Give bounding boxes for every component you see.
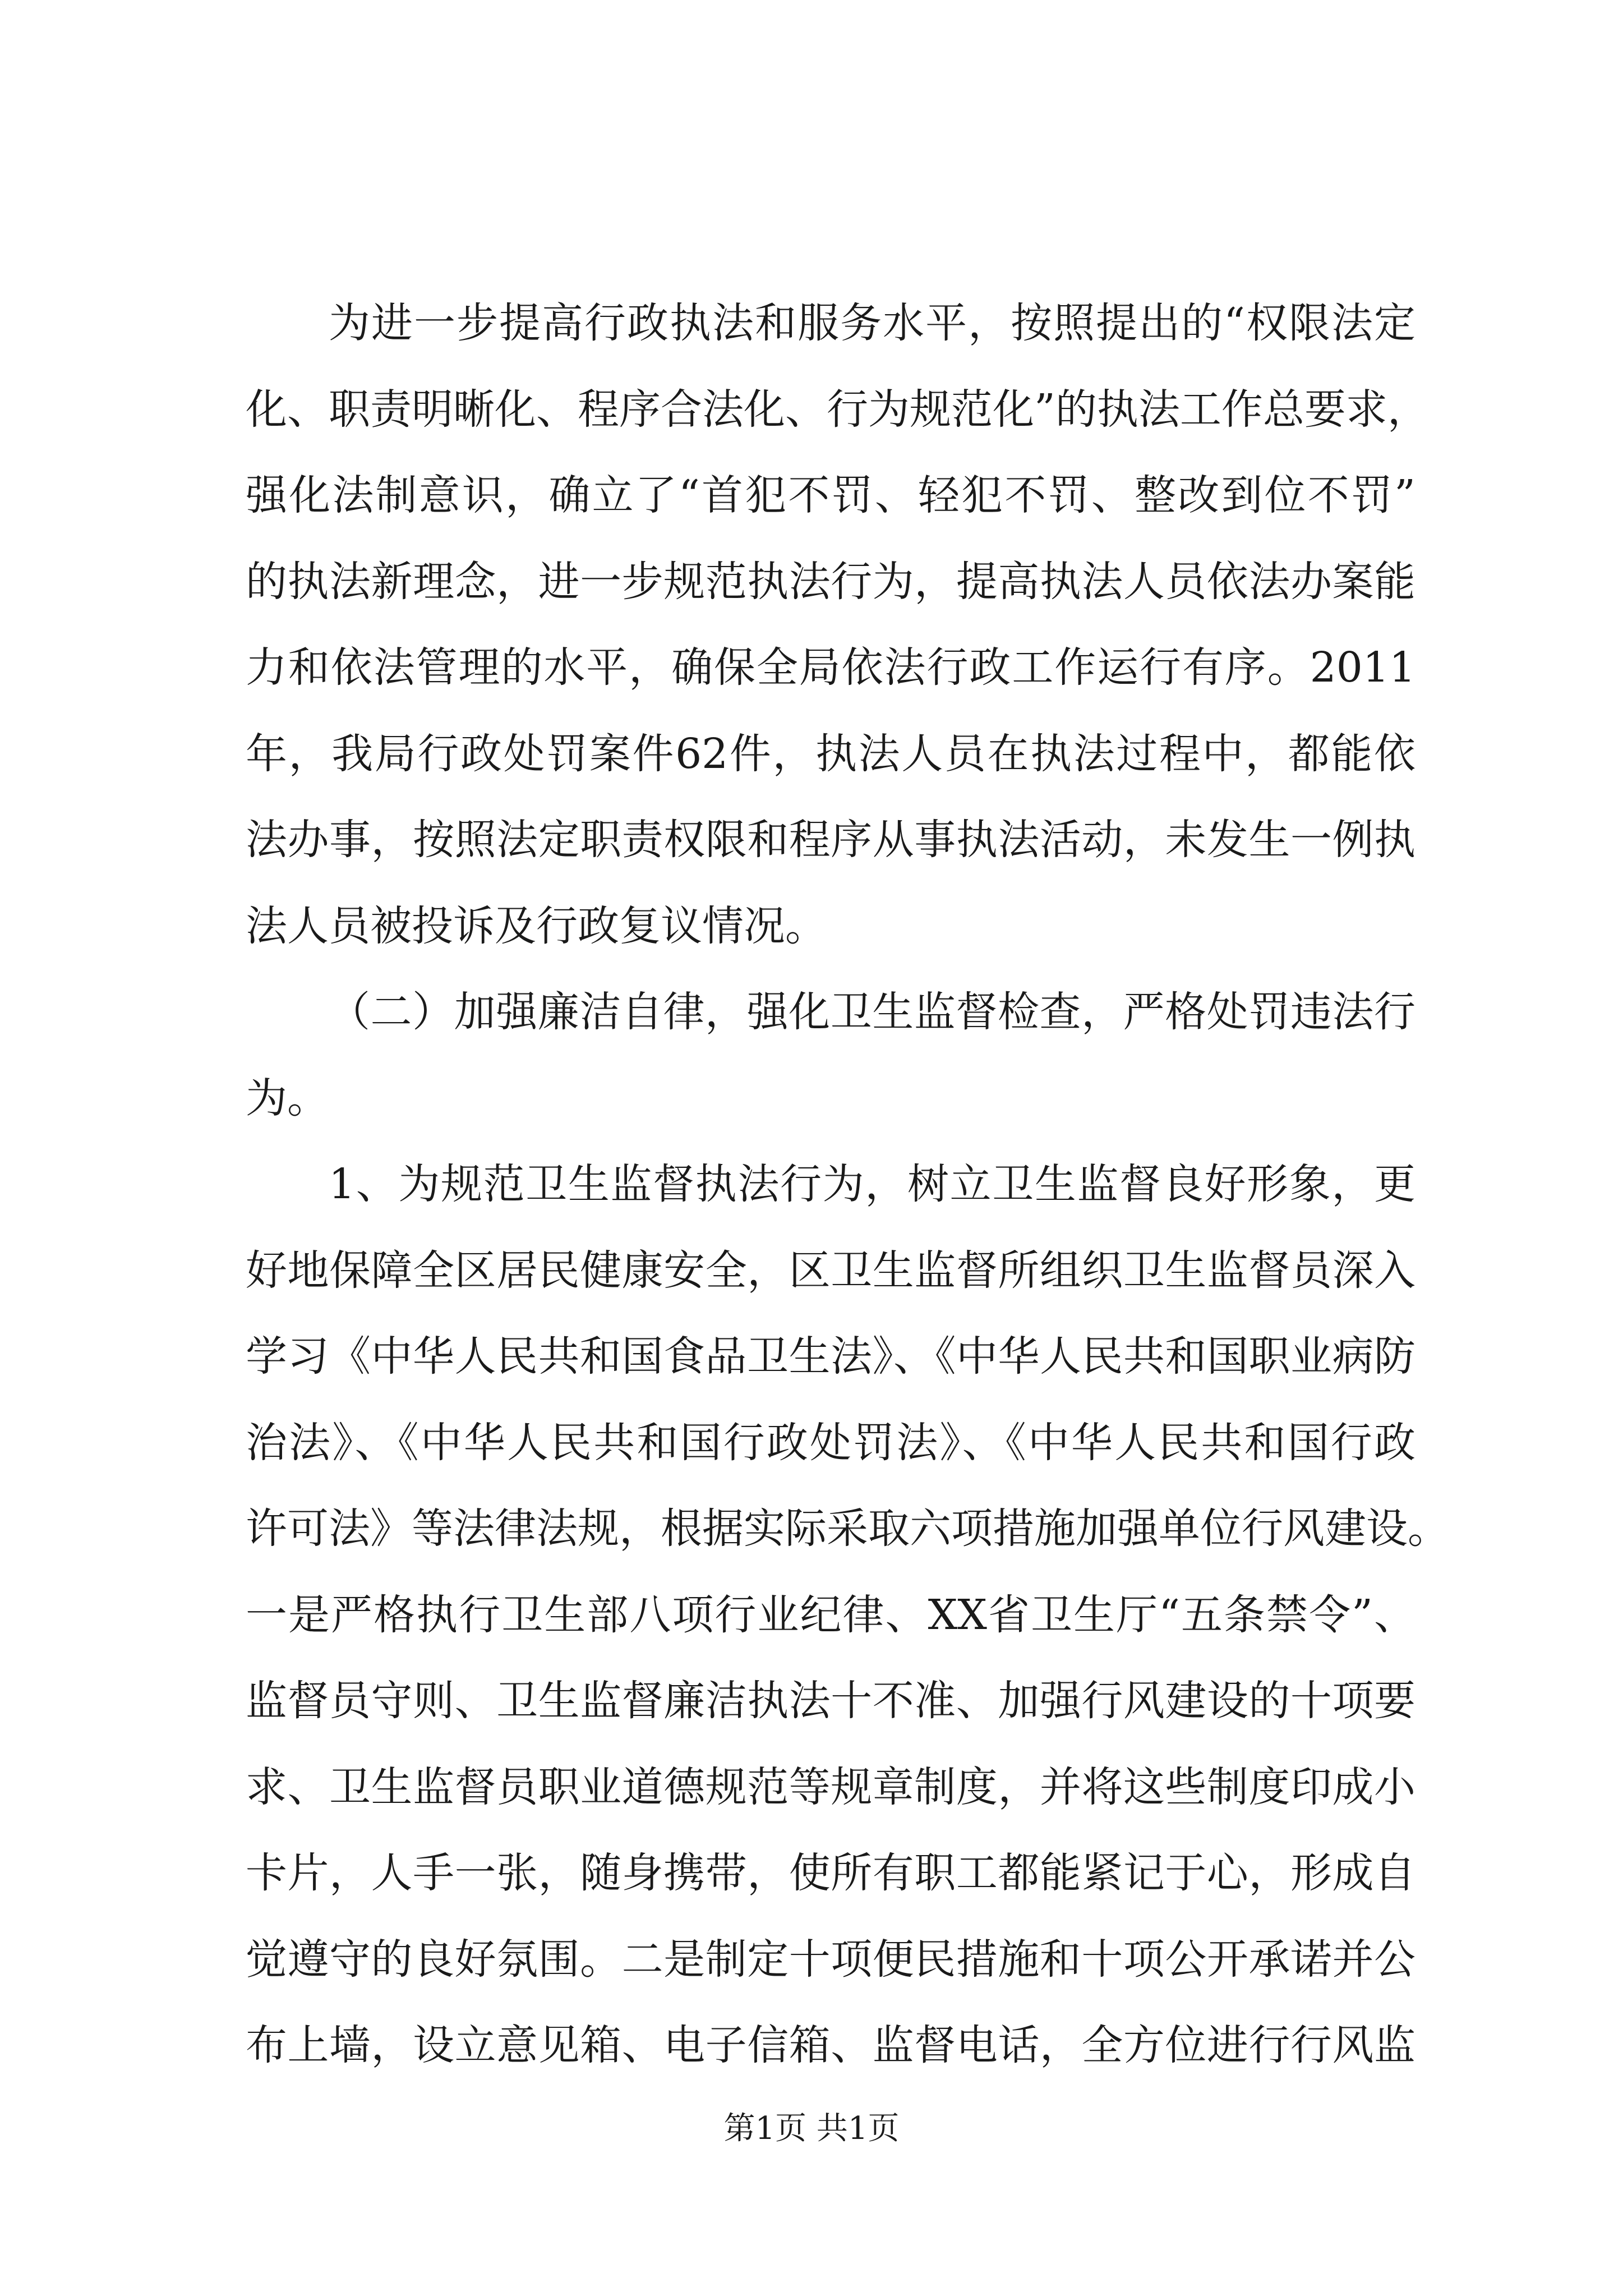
text-line: 治法》、《中华人民共和国行政处罚法》、《中华人民共和国行政 — [246, 1418, 1415, 1467]
text-line: 许可法》等法律法规，根据实际采取六项措施加强单位行风建设。 — [246, 1504, 1449, 1553]
text-line: 1、为规范卫生监督执法行为，树立卫生监督良好形象，更 — [329, 1160, 1415, 1208]
text-line: 监督员守则、卫生监督廉洁执法十不准、加强行风建设的十项要 — [246, 1677, 1415, 1725]
text-line: 力和依法管理的水平，确保全局依法行政工作运行有序。2011 — [246, 643, 1415, 692]
text-line: 卡片，人手一张，随身携带，使所有职工都能紧记于心，形成自 — [246, 1849, 1415, 1897]
text-line: 年，我局行政处罚案件62件，执法人员在执法过程中，都能依 — [246, 729, 1415, 778]
text-line: 法人员被投诉及行政复议情况。 — [246, 901, 827, 950]
text-line: 学习《中华人民共和国食品卫生法》、《中华人民共和国职业病防 — [246, 1332, 1415, 1381]
text-line: 一是严格执行卫生部八项行业纪律、XX省卫生厅“五条禁令”、 — [246, 1590, 1415, 1639]
text-line: 求、卫生监督员职业道德规范等规章制度，并将这些制度印成小 — [246, 1763, 1415, 1811]
text-line: 为进一步提高行政执法和服务水平，按照提出的“权限法定 — [329, 299, 1415, 347]
text-line: 强化法制意识，确立了“首犯不罚、轻犯不罚、整改到位不罚” — [246, 471, 1415, 519]
text-line: 的执法新理念，进一步规范执法行为，提高执法人员依法办案能 — [246, 557, 1415, 606]
text-line: 化、职责明晰化、程序合法化、行为规范化”的执法工作总要求， — [246, 385, 1429, 434]
page-number-footer: 第1页 共1页 — [723, 2110, 900, 2147]
text-line: 觉遵守的良好氛围。二是制定十项便民措施和十项公开承诺并公 — [246, 1935, 1415, 1984]
text-line: 法办事，按照法定职责权限和程序从事执法活动，未发生一例执 — [246, 816, 1415, 864]
section-heading-line: （二）加强廉洁自律，强化卫生监督检查，严格处罚违法行 — [329, 988, 1415, 1036]
text-line: 好地保障全区居民健康安全，区卫生监督所组织卫生监督员深入 — [246, 1246, 1415, 1295]
section-heading-line: 为。 — [246, 1074, 329, 1122]
text-line: 布上墙，设立意见箱、电子信箱、监督电话，全方位进行行风监 — [246, 2021, 1415, 2069]
document-body — [246, 280, 1449, 2089]
